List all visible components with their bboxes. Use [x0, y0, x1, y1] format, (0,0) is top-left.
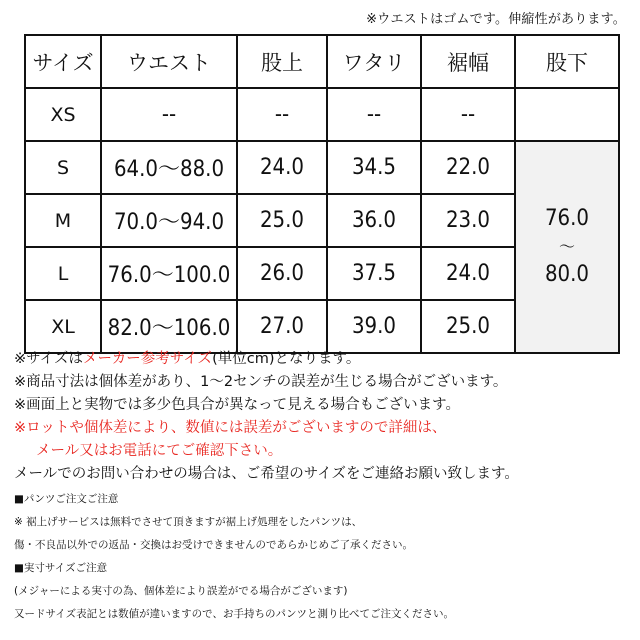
- rise-cell: 27.0: [237, 300, 327, 353]
- note-color-difference: ※画面上と実物では多少色具合が異なって見える場合もございます。: [14, 397, 460, 413]
- size-cell: S: [25, 141, 101, 194]
- thigh-cell: 34.5: [327, 141, 421, 194]
- note-contact: メール又はお電話にてご確認下さい。: [36, 443, 283, 459]
- waist-cell: 82.0〜106.0: [101, 300, 237, 353]
- size-cell: L: [25, 247, 101, 300]
- waist-cell: 64.0〜88.0: [101, 141, 237, 194]
- waist-elastic-note: ※ウエストはゴムです。伸縮性があります。: [366, 12, 626, 27]
- note-measurement-variance: ※商品寸法は個体差があり、1〜2センチの誤差が生じる場合がございます。: [14, 374, 508, 390]
- inseam-to: 80.0: [544, 262, 590, 287]
- note-return-policy: 傷・不良品以外での返品・交換はお受けできませんのであらかじめご了承ください。: [14, 539, 413, 551]
- note-email-inquiry: メールでのお問い合わせの場合は、ご希望のサイズをご連絡お願い致します。: [14, 466, 519, 482]
- header-rise: 股上: [237, 35, 327, 88]
- header-inseam: 股下: [515, 35, 619, 88]
- header-waist: ウエスト: [101, 35, 237, 88]
- hem-cell: 24.0: [421, 247, 515, 300]
- note-highlight: メーカー参考サイズ: [83, 351, 213, 367]
- header-thigh: ワタリ: [327, 35, 421, 88]
- thigh-cell: 37.5: [327, 247, 421, 300]
- note-hemming-service: ※ 裾上げサービスは無料でさせて頂きますが裾上げ処理をしたパンツは、: [14, 516, 363, 528]
- note-tape-measure: (メジャーによる実寸の為、個体差により誤差がでる場合がございます): [14, 585, 348, 597]
- hem-cell: 22.0: [421, 141, 515, 194]
- note-actual-size-heading: ■実寸サイズご注意: [14, 562, 108, 574]
- hem-cell: 23.0: [421, 194, 515, 247]
- rise-cell: 24.0: [237, 141, 327, 194]
- thigh-cell: --: [327, 88, 421, 141]
- note-pants-order-heading: ■パンツご注文ご注意: [14, 493, 119, 505]
- note-text: ※サイズは: [14, 351, 83, 367]
- thigh-cell: 36.0: [327, 194, 421, 247]
- header-size: サイズ: [25, 35, 101, 88]
- size-cell: M: [25, 194, 101, 247]
- waist-cell: 76.0〜100.0: [101, 247, 237, 300]
- note-lot-variance: ※ロットや個体差により、数値には誤差がございますので詳細は、: [14, 420, 447, 436]
- hem-cell: --: [421, 88, 515, 141]
- header-row: [25, 35, 619, 88]
- notes-section: [14, 348, 634, 626]
- hem-cell: 25.0: [421, 300, 515, 353]
- header-hem: 裾幅: [421, 35, 515, 88]
- inseam-empty-cell: [515, 88, 619, 141]
- size-cell: XL: [25, 300, 101, 353]
- size-chart-table: [24, 34, 620, 354]
- inseam-separator: 〜: [558, 237, 575, 256]
- waist-cell: --: [101, 88, 237, 141]
- rise-cell: 25.0: [237, 194, 327, 247]
- table-row: [25, 141, 619, 194]
- inseam-cell: [515, 141, 619, 353]
- size-cell: XS: [25, 88, 101, 141]
- rise-cell: 26.0: [237, 247, 327, 300]
- note-size-reference: [14, 348, 634, 371]
- inseam-from: 76.0: [544, 206, 590, 231]
- rise-cell: --: [237, 88, 327, 141]
- thigh-cell: 39.0: [327, 300, 421, 353]
- table-row: [25, 88, 619, 141]
- note-compare-pants: 又ードサイズ表記とは数値が違いますので、お手持ちのパンツと測り比べてご注文ください。: [14, 608, 454, 620]
- waist-cell: 70.0〜94.0: [101, 194, 237, 247]
- note-text: (単位cm)となります。: [212, 351, 361, 367]
